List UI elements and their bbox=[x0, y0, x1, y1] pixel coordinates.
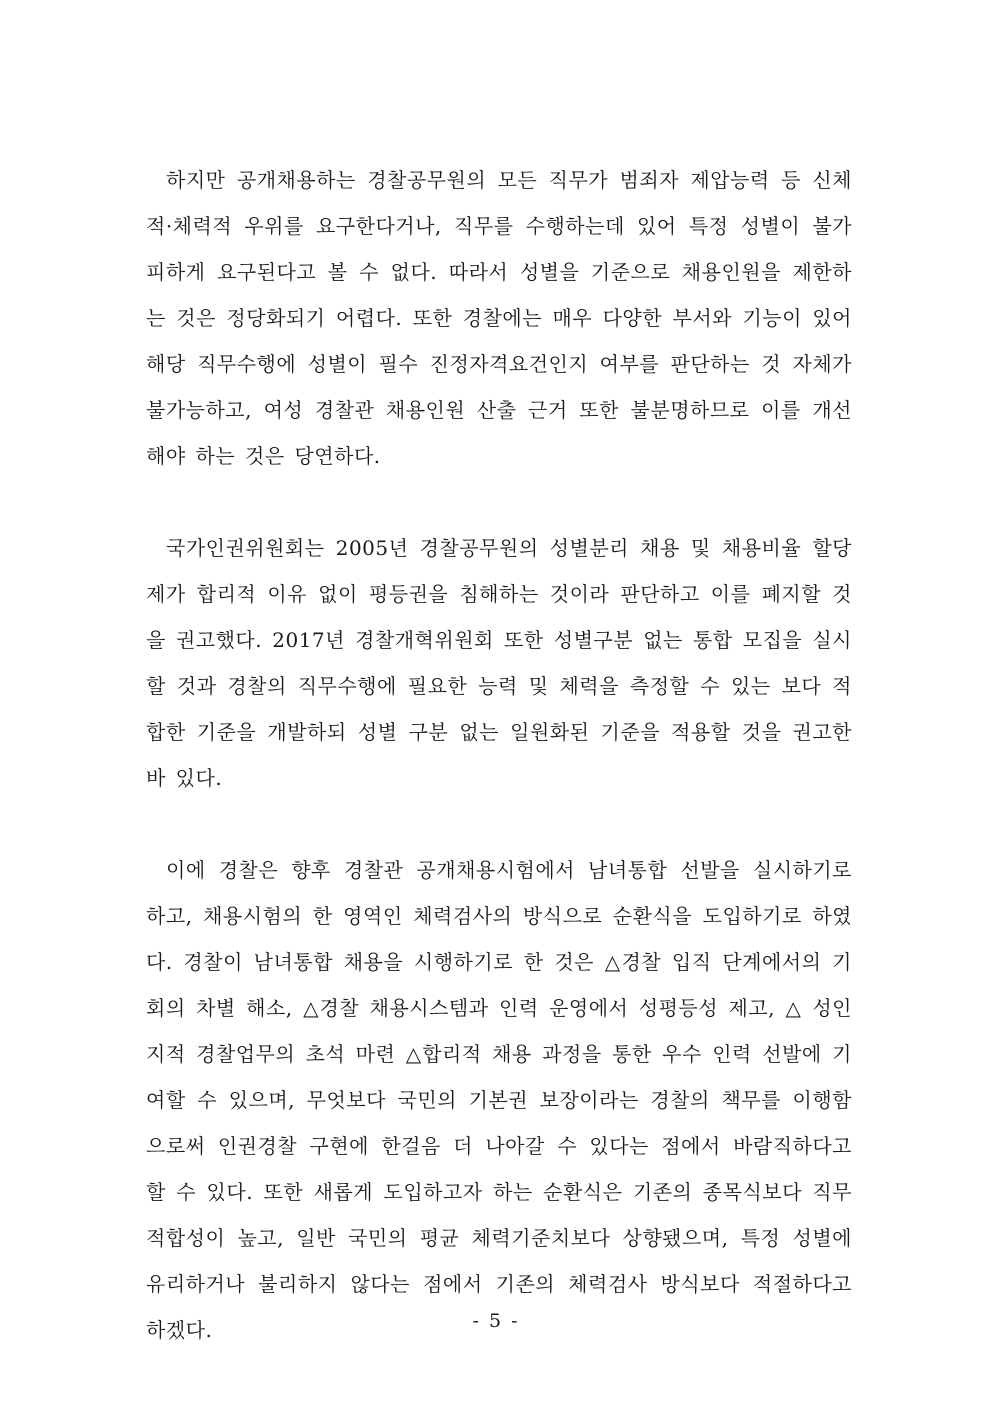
document-body bbox=[146, 157, 852, 1353]
paragraph-2: 국가인권위원회는 2005년 경찰공무원의 성별분리 채용 및 채용비율 할당제가 합리적 이유 없이 평등권을 침해하는 것이라 판단하고 이를 폐지할 것을 권고했다. 2017년 경찰개혁위원회 또한 성별구분 없는 통합 모집을 실시할 것과 경찰의 직무수행에 필요한 능력 및 체력을 측정할 수 있는 보다 적합한 기준을 개발하되 성별 구분 없는 일원화된 기준을 적용할 것을 권고한 바 있다. bbox=[146, 536, 852, 790]
paragraph-1: 하지만 공개채용하는 경찰공무원의 모든 직무가 범죄자 제압능력 등 신체적·체력적 우위를 요구한다거나, 직무를 수행하는데 있어 특정 성별이 불가피하게 요구된다고 볼 수 없다. 따라서 성별을 기준으로 채용인원을 제한하는 것은 정당화되기 어렵다. 또한 경찰에는 매우 다양한 부서와 기능이 있어 해당 직무수행에 성별이 필수 진정자격요건인지 여부를 판단하는 것 자체가 불가능하고, 여성 경찰관 채용인원 산출 근거 또한 불분명하므로 이를 개선해야 하는 것은 당연하다. bbox=[146, 168, 852, 468]
page-number: - 5 - bbox=[472, 1310, 520, 1332]
paragraph-3: 이에 경찰은 향후 경찰관 공개채용시험에서 남녀통합 선발을 실시하기로 하고, 채용시험의 한 영역인 체력검사의 방식으로 순환식을 도입하기로 하였다. 경찰이 남녀통합 채용을 시행하기로 한 것은 △경찰 입직 단계에서의 기회의 차별 해소, △경찰 채용시스템과 인력 운영에서 성평등성 제고, △ 성인지적 경찰업무의 초석 마련 △합리적 채용 과정을 통한 우수 인력 선발에 기여할 수 있으며, 무엇보다 국민의 기본권 보장이라는 경찰의 책무를 이행함으로써 인권경찰 구현에 한걸음 더 나아갈 수 있다는 점에서 바람직하다고 할 수 있다. 또한 새롭게 도입하고자 하는 순환식은 기존의 종목식보다 직무적합성이 높고, 일반 국민의 평균 체력기준치보다 상향됐으며, 특정 성별에 유리하거나 불리하지 않다는 점에서 기존의 체력검사 방식보다 적절하다고 하겠다. bbox=[146, 858, 852, 1342]
